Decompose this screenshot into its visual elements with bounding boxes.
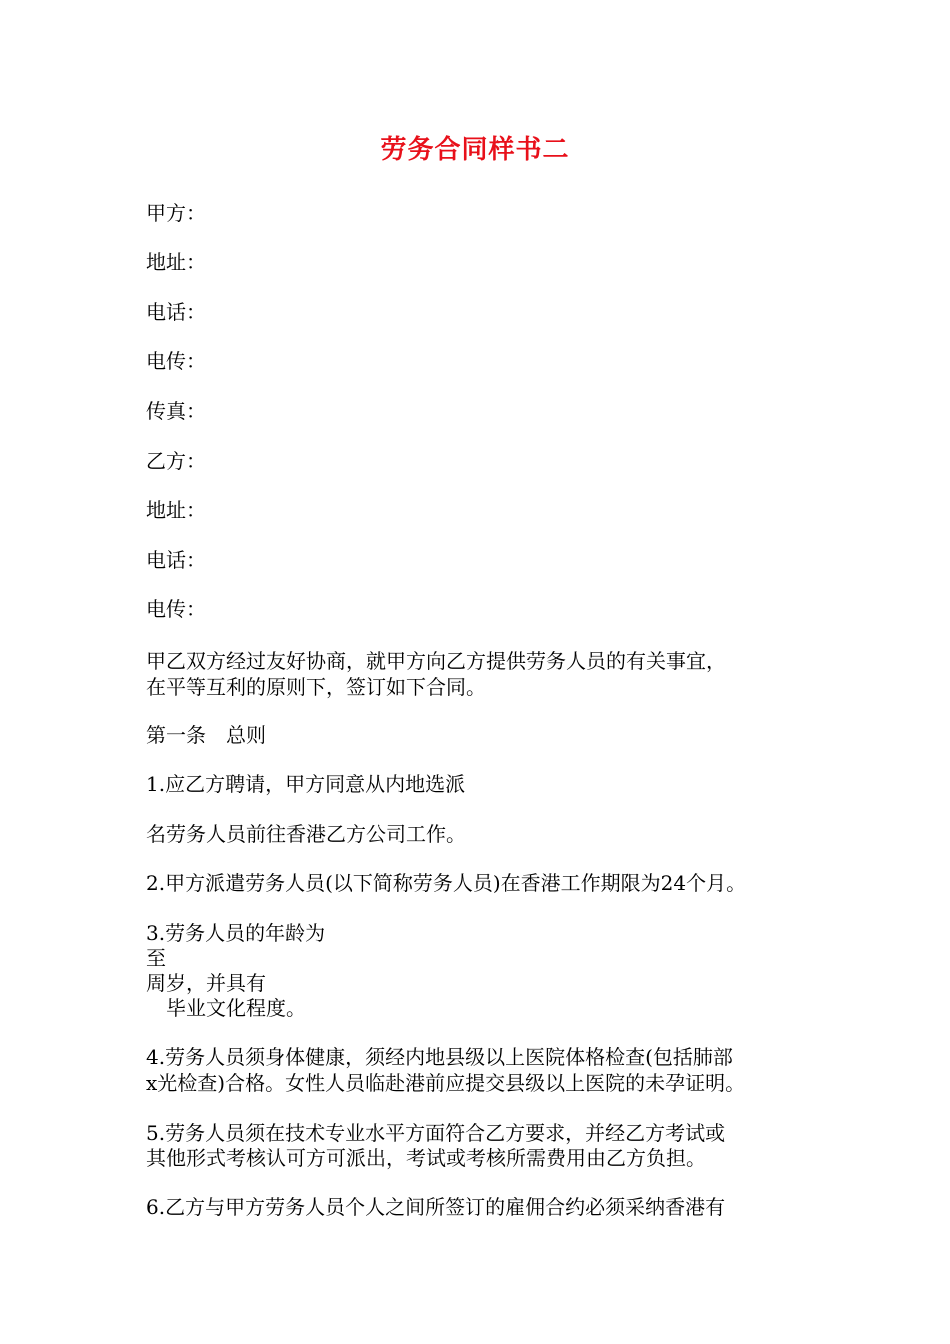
- clause-3-line-3: 周岁，并具有: [146, 971, 266, 995]
- party-b-telex-label: 电传：: [146, 597, 206, 621]
- clause-3-line-2: 至: [146, 946, 166, 970]
- party-a-fax-label: 传真：: [146, 399, 206, 423]
- party-b-name-label: 乙方：: [146, 449, 206, 473]
- party-b-address-label: 地址：: [146, 498, 206, 522]
- party-b-phone-label: 电话：: [146, 548, 206, 572]
- clause-3-line-1: 3.劳务人员的年龄为: [146, 921, 326, 945]
- document-title: 劳务合同样书二: [380, 135, 570, 165]
- article-1-heading: 第一条 总则: [146, 723, 266, 747]
- party-a-phone-label: 电话：: [146, 300, 206, 324]
- clause-2: 2.甲方派遣劳务人员(以下简称劳务人员)在香港工作期限为24个月。: [146, 871, 747, 895]
- clause-4-line-1: 4.劳务人员须身体健康，须经内地县级以上医院体格检查(包括肺部: [146, 1045, 733, 1069]
- clause-4-line-2: x光检查)合格。女性人员临赴港前应提交县级以上医院的未孕证明。: [146, 1071, 746, 1095]
- clause-3-line-4: 毕业文化程度。: [146, 996, 306, 1020]
- party-a-name-label: 甲方：: [146, 201, 206, 225]
- party-a-telex-label: 电传：: [146, 349, 206, 373]
- preamble-line-2: 在平等互利的原则下，签订如下合同。: [146, 675, 486, 699]
- clause-6-line-1: 6.乙方与甲方劳务人员个人之间所签订的雇佣合约必须采纳香港有: [146, 1195, 726, 1219]
- clause-5-line-1: 5.劳务人员须在技术专业水平方面符合乙方要求，并经乙方考试或: [146, 1121, 726, 1145]
- clause-5-line-2: 其他形式考核认可方可派出，考试或考核所需费用由乙方负担。: [146, 1146, 706, 1170]
- party-a-address-label: 地址：: [146, 250, 206, 274]
- clause-1-line-1: 1.应乙方聘请，甲方同意从内地选派: [146, 772, 466, 796]
- preamble-line-1: 甲乙双方经过友好协商，就甲方向乙方提供劳务人员的有关事宜，: [146, 649, 726, 673]
- clause-1-line-2: 名劳务人员前往香港乙方公司工作。: [146, 822, 466, 846]
